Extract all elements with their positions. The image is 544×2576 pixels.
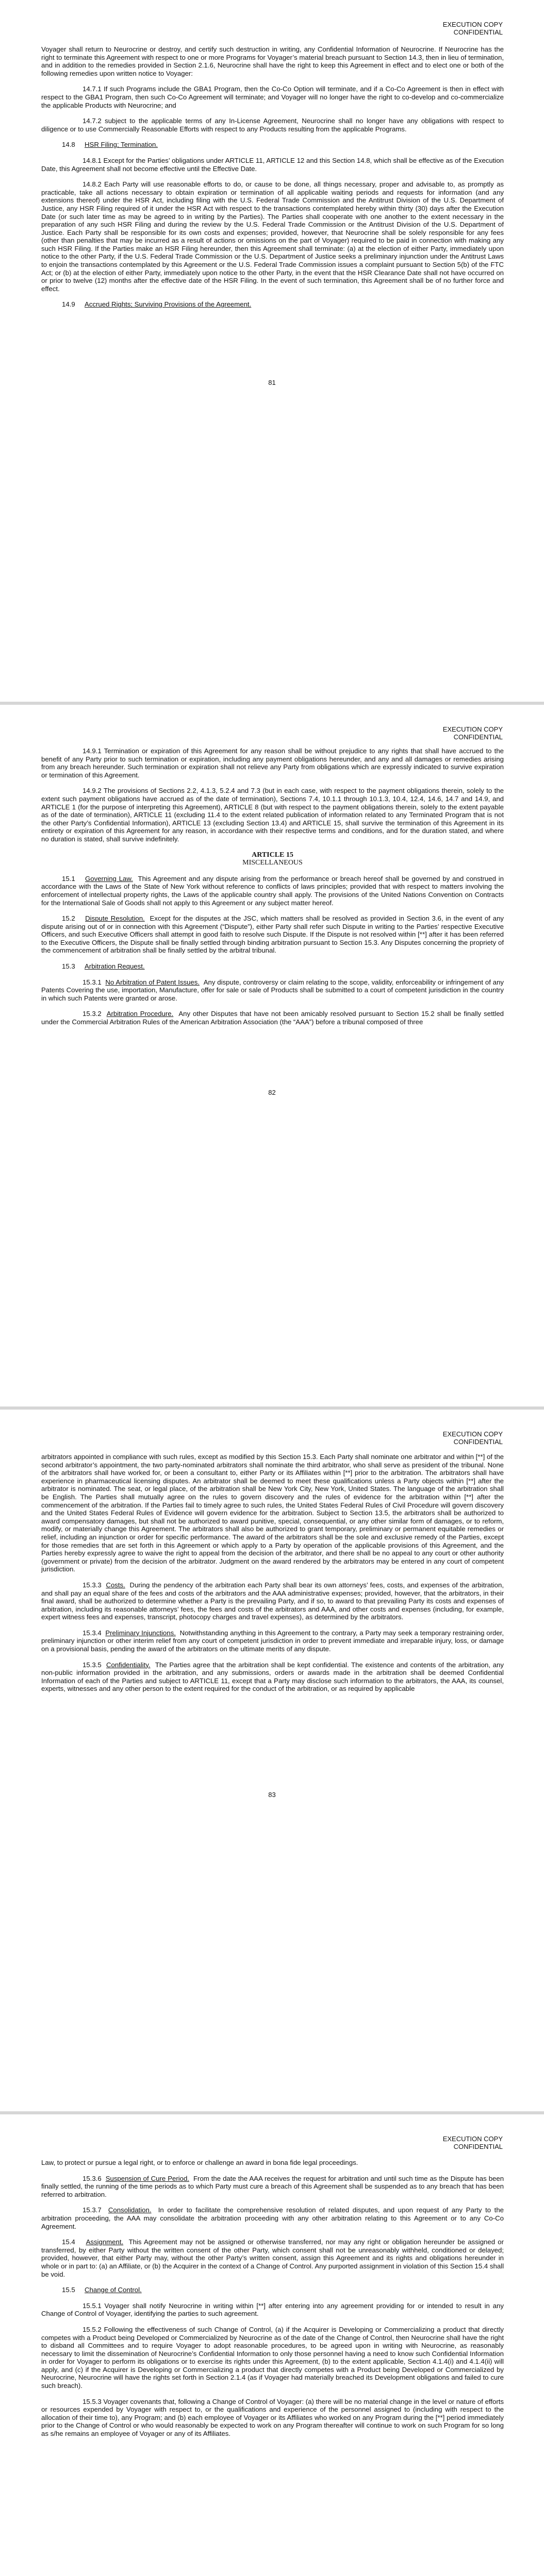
paragraph: 14.9.1 Termination or expiration of this Agreement for any reason shall be without prejudice to any rights that shall have accrued to the benefit of any Party prior to such termination or expiration, including any payment obligations hereunder, and any and all damages or remedies arising from any breach hereunder. Such termination or expiration shall not relieve any Party from obligations which are expressly indicated to survive expiration or termination of this Agreement. — [41, 747, 504, 779]
page-body — [41, 45, 504, 316]
section-title: Consolidation. — [108, 2206, 152, 2214]
page-header — [443, 21, 503, 36]
header-execution-copy: EXECUTION COPY — [442, 2135, 503, 2143]
paragraph: 14.7.1 If such Programs include the GBA1 Program, then the Co-Co Option will terminate, and if a Co-Co Agreement is then in effect with respect to the GBA1 Program, then such Co-Co Agreement will terminate; and Voyager will no longer have the right to co-develop and co-commercialize the applicable Products with Neurocrine; and — [41, 85, 504, 109]
section-text: This Agreement may not be assigned or otherwise transferred, nor may any right or obligation hereunder be assigned or transferred, by either Party without the written consent of the other Party, which consent shall not be unreasonably withheld, conditioned or delayed; provided, however, that either Party may, without the other Party’s written consent, assign this Agreement and its rights and obligations hereunder in whole or in part to: (a) an Affiliate, or (b) the Acquirer in the context of a Change of Control. Any purported assignment in violation of this Section 15.4 shall be void. — [41, 2238, 504, 2278]
section-text: Any dispute, controversy or claim relating to the scope, validity, enforceability or infringement of any Patents Covering the use, importation, Manufacture, offer for sale or sale of Products shall be submitted to a court of competent jurisdiction in the country in which such Patents were granted or arose. — [41, 978, 504, 1002]
document-page — [0, 2114, 544, 2576]
header-confidential: CONFIDENTIAL — [453, 28, 503, 36]
section-paragraph — [41, 875, 504, 907]
section-title: Dispute Resolution. — [85, 914, 145, 923]
page-header — [443, 2135, 503, 2150]
section-title: Change of Control. — [85, 2286, 142, 2294]
section-number: 15.1 — [62, 874, 75, 883]
section-heading — [62, 300, 504, 309]
section-title: Preliminary Injunctions. — [105, 1629, 176, 1637]
header-execution-copy: EXECUTION COPY — [442, 21, 503, 28]
section-title: Accrued Rights; Surviving Provisions of the Agreement. — [85, 300, 252, 309]
page-body — [41, 1453, 504, 1701]
section-number: 15.3.2 — [83, 1010, 102, 1018]
document-page — [0, 0, 544, 703]
paragraph: 15.5.3 Voyager covenants that, following a Change of Control of Voyager: (a) there will be no material change in the level or nature of efforts or resources expended by Voyager with respect to, or the qualifications and experience of the personnel assigned to (including with respect to the allocation of their time to), any Program; and (b) each employee of Voyager or its Affiliates who worked on any Program during the [**] period immediately prior to the Change of Control or who would reasonably be expected to work on any Program thereafter will continue to work on such Program for so long as s/he remains an employee of Voyager or any of its Affiliates. — [41, 2397, 504, 2438]
section-text: From the date the AAA receives the request for arbitration and until such time as the Dispute has been finally settled, the running of the time periods as to which Party must cure a breach of this Agreement shall be suspended as to any breach that has been referred to arbitration. — [41, 2174, 504, 2198]
section-title: No Arbitration of Patent Issues. — [105, 978, 200, 986]
page-number: 83 — [268, 1791, 276, 1799]
paragraph: 15.5.1 Voyager shall notify Neurocrine in writing within [**] after entering into any agreement providing for or intended to result in any Change of Control of Voyager, identifying the parties to such agreement. — [41, 2301, 504, 2318]
paragraph: arbitrators appointed in compliance with such rules, except as modified by this Section 15.3. Each Party shall nominate one arbitrator and within [**] of the second arbitrator’s appointment, the two party-nominated arbitrators shall nominate the third arbitrator, who shall serve as president of the tribunal. None of the arbitrators shall have worked for, or been a consultant to, either Party or its Affiliates within [**] prior to the arbitration. The arbitrators shall have experience in pharmaceutical licensing disputes. An arbitrator shall be deemed to meet these qualifications unless a Party objects within [**] after the arbitrator is nominated. The seat, or legal place, of the arbitration shall be New York City, New York, United States. The language of the arbitration shall be English. The Parties shall mutually agree on the rules to govern discovery and the rules of evidence for the arbitration within [**] after the commencement of the arbitration. If the Parties fail to timely agree to such rules, the United States Federal Rules of Civil Procedure will govern discovery and the United States Federal Rules of Evidence will govern evidence for the arbitration. Subject to Section 13.5, the arbitrators shall be authorized to award compensatory damages, but shall not be authorized to award punitive, special, consequential, or any other similar form of damages, or to reform, modify, or materially change this Agreement. The arbitrators shall also be authorized to grant temporary, preliminary or permanent equitable remedies or relief, including an injunction or order for specific performance. The award of the arbitrators shall be the sole and exclusive remedy of the Parties, except for those remedies that are set forth in this Agreement or which apply to a Party by operation of the applicable provisions of this Agreement, and the Parties hereby expressly agree to waive the right to appeal from the decision of the arbitrator, and there shall be no appeal to any court or other authority (government or private) from the decision of the arbitrator. Judgment on the award rendered by the arbitrators may be entered in any court of competent jurisdiction. — [41, 1453, 504, 1573]
paragraph: 14.7.2 subject to the applicable terms of any In-License Agreement, Neurocrine shall no longer have any obligations with respect to diligence or to use Commercially Reasonable Efforts with respect to any Products resulting from the applicable Programs. — [41, 117, 504, 133]
page-body — [41, 747, 504, 1034]
section-text: Any other Disputes that have not been amicably resolved pursuant to Section 15.2 shall be finally settled under the Commercial Arbitration Rules of the American Arbitration Association (the “AAA”) before a tribunal composed of three — [41, 1010, 504, 1026]
section-paragraph — [41, 978, 504, 1003]
paragraph: 15.5.2 Following the effectiveness of such Change of Control, (a) if the Acquirer is Developing or Commercializing a product that directly competes with a Product being Developed or Commercialized by Neurocrine as of the date of the Change of Control, then Neurocrine shall have the right to disband all Committees and to require Voyager to adopt reasonable procedures, to be agreed upon in writing with Neurocrine, as reasonably necessary to limit the dissemination of Neurocrine’s Confidential Information to only those personnel having a need to know such Confidential Information in order for Voyager to perform its obligations or to exercise its rights under this Agreement, (b) to the extent applicable, Section 4.1.4(i) and 4.1.4(ii) will apply, and (c) if the Acquirer is Developing or Commercializing a product that directly competes with a Product being Developed or Commercialized by Neurocrine, Neurocrine will have the rights set forth in Section 2.1.4 (as if Voyager had materially breached its Development obligations and failed to cure such breach). — [41, 2325, 504, 2390]
article-heading: ARTICLE 15 — [252, 851, 293, 859]
section-text: The Parties agree that the arbitration shall be kept confidential. The existence and contents of the arbitration, any non-public information provided in the arbitration, and any submissions, orders or awards made in the arbitration shall be deemed Confidential Information of each of the Parties and subject to ARTICLE 11, except that a Party may disclose such information to the arbitrators, the AAA, its counsel, experts, witnesses and any other person to the extent required for the conduct of the arbitration, or as required by applicable — [41, 1660, 504, 1693]
section-number: 15.3.6 — [83, 2174, 102, 2182]
section-text: During the pendency of the arbitration each Party shall bear its own attorneys’ fees, costs, and expenses of the arbitration, and shall pay an equal share of the fees and costs of the arbitrators and the AAA administrative expenses; provided, however, that the arbitrators, in their final award, shall be authorized to determine whether a Party is the prevailing Party, and if so, to award to that prevailing Party its costs and expenses of arbitration, including its reasonable attorneys’ fees, the fees and costs of the arbitrators and AAA, and other costs and expenses (including, for example, expert witness fees and expenses, transcript, photocopy charges and travel expenses), as determined by the arbitrators. — [41, 1581, 504, 1621]
section-heading — [62, 141, 504, 149]
section-text: Notwithstanding anything in this Agreement to the contrary, a Party may seek a temporary restraining order, preliminary injunction or other interim relief from any court of competent jurisdiction in order to prevent immediate and irreparable injury, loss, or damage on a provisional basis, pending the award of the arbitrators on the ultimate merits of any dispute. — [41, 1629, 504, 1653]
page-header — [443, 1430, 503, 1446]
section-text: This Agreement and any dispute arising from the performance or breach hereof shall be governed by and construed in accordance with the Laws of the State of New York without reference to conflicts of laws principles; provided that with respect to matters involving the enforcement of intellectual property rights, the Laws of the applicable country shall apply. The provisions of the United Nations Convention on Contracts for the International Sale of Goods shall not apply to this Agreement or any subject matter hereof. — [41, 874, 504, 907]
paragraph: 14.8.2 Each Party will use reasonable efforts to do, or cause to be done, all things necessary, proper and advisable to, as promptly as practicable, take all actions necessary to obtain expiration or termination of all applicable waiting periods and requests for information (and any extensions thereof) under the HSR Act, including filing with the U.S. Federal Trade Commission and the Antitrust Division of the U.S. Department of Justice, any HSR Filing required of it under the HSR Act with respect to the transactions contemplated hereby within thirty (30) days after the Execution Date (or such later time as may be agreed to in writing by the Parties). The Parties shall cooperate with one another to the extent necessary in the preparation of any such HSR Filing and during the review by the U.S. Federal Trade Commission or the Antitrust Division of the U.S. Department of Justice. Each Party shall be responsible for its own costs and expenses; provided, however, that Neurocrine shall be solely responsible for any fees (other than penalties that may be incurred as a result of actions or omissions on the part of Voyager) required to be paid in connection with making any such HSR Filing. If the Parties make an HSR Filing hereunder, then this Agreement shall terminate: (a) at the election of either Party, immediately upon notice to the other Party, if the U.S. Federal Trade Commission or the U.S. Department of Justice seeks a preliminary injunction under the Antitrust Laws to enjoin the transactions contemplated by this Agreement or the U.S. Federal Trade Commission issues a complaint pursuant to Section 5(b) of the FTC Act; or (b) at the election of either Party, immediately upon notice to the other Party, in the event that the HSR Clearance Date shall not have occurred on or prior to twelve (12) months after the effective date of the HSR Filing. In the event of such termination, this Agreement shall be of no further force and effect. — [41, 180, 504, 293]
article-subheading: MISCELLANEOUS — [242, 859, 303, 867]
page-number: 82 — [268, 1089, 276, 1096]
paragraph: 14.8.1 Except for the Parties’ obligations under ARTICLE 11, ARTICLE 12 and this Section 14.8, which shall be effective as of the Execution Date, this Agreement shall not become effective until the Effective Date. — [41, 156, 504, 173]
section-title: Arbitration Procedure. — [106, 1010, 174, 1018]
paragraph: 14.9.2 The provisions of Sections 2.2, 4.1.3, 5.2.4 and 7.3 (but in each case, with respect to the payment obligations therein, solely to the extent such payment obligations have accrued as of the date of termination), Sections 7.4, 10.1.1 through 10.1.3, 10.4, 12.4, 14.6, 14.7 and 14.9, and ARTICLE 1 (for the purpose of interpreting this Agreement), ARTICLE 8 (but with respect to the payment obligations therein, solely to the extent payable as of the date of termination), ARTICLE 11 (excluding 11.4 to the extent related publication of information related to any Terminated Program that is not the other Party’s Confidential Information), ARTICLE 13 (excluding Section 13.4) and ARTICLE 15, shall survive the termination of this Agreement in its entirety or expiration of this Agreement for any reason, in accordance with their respective terms and conditions, and for the duration stated, and where no duration is stated, shall survive indefinitely. — [41, 787, 504, 843]
header-execution-copy: EXECUTION COPY — [442, 725, 503, 733]
section-number: 15.3.1 — [83, 978, 102, 986]
section-text: In order to facilitate the comprehensive resolution of related disputes, and upon request of any Party to the arbitration proceeding, the AAA may consolidate the arbitration proceeding with any other arbitration relating to this Agreement or to any Co-Co Agreement. — [41, 2206, 504, 2230]
section-paragraph — [41, 1010, 504, 1026]
header-confidential: CONFIDENTIAL — [453, 1438, 503, 1446]
section-paragraph — [41, 2175, 504, 2199]
section-number: 15.3.7 — [83, 2206, 102, 2214]
section-title: Confidentiality. — [106, 1660, 151, 1669]
section-paragraph — [41, 1629, 504, 1653]
page-number: 81 — [268, 379, 276, 386]
document-page — [0, 1410, 544, 2113]
section-title: Governing Law. — [85, 874, 133, 883]
section-paragraph — [41, 1661, 504, 1693]
section-number: 14.9 — [62, 300, 75, 309]
header-confidential: CONFIDENTIAL — [453, 733, 503, 741]
section-number: 15.3.3 — [83, 1581, 102, 1589]
section-number: 15.4 — [62, 2238, 75, 2246]
section-title: Suspension of Cure Period. — [105, 2174, 189, 2182]
section-paragraph — [41, 914, 504, 955]
section-text: Except for the disputes at the JSC, which matters shall be resolved as provided in Section 3.6, in the event of any dispute arising out of or in connection with this Agreement (“Dispute”), either Party shall refer such Dispute in writing to the Parties’ respective Executive Officers, and such Executive Officers shall attempt in good faith to resolve such Dispute. If the Dispute is not resolved within [**] after it has been referred to the Executive Officers, the Dispute shall be finally settled through binding arbitration pursuant to Section 15.3. Any Disputes concerning the propriety of the commencement of arbitration shall be finally settled by the arbitral tribunal. — [41, 914, 504, 955]
page-header — [443, 725, 503, 741]
section-number: 15.5 — [62, 2286, 75, 2294]
paragraph: Law, to protect or pursue a legal right, or to enforce or challenge an award in bona fide legal proceedings. — [41, 2159, 358, 2166]
section-number: 15.2 — [62, 914, 75, 923]
section-heading — [62, 962, 504, 971]
document-page — [0, 705, 544, 1408]
section-heading — [62, 2286, 504, 2294]
header-execution-copy: EXECUTION COPY — [442, 1430, 503, 1438]
section-title: Arbitration Request. — [85, 962, 145, 971]
section-paragraph — [41, 2206, 504, 2230]
section-number: 15.3.5 — [83, 1660, 102, 1669]
section-title: HSR Filing; Termination. — [85, 141, 158, 149]
paragraph: Voyager shall return to Neurocrine or destroy, and certify such destruction in writing, any Confidential Information of Neurocrine. If Neurocrine has the right to terminate this Agreement with respect to one or more Programs for Voyager’s material breach pursuant to Section 14.3, then in lieu of termination, and in addition to the remedies provided in Section 2.1.6, Neurocrine shall have the right to keep this Agreement in effect and to elect one or both of the following remedies upon written notice to Voyager: — [41, 45, 504, 77]
section-number: 15.3 — [62, 962, 75, 971]
section-paragraph — [41, 1581, 504, 1621]
section-title: Costs. — [106, 1581, 125, 1589]
section-paragraph — [41, 2238, 504, 2278]
page-body — [41, 2159, 504, 2446]
section-number: 15.3.4 — [83, 1629, 102, 1637]
header-confidential: CONFIDENTIAL — [453, 2143, 503, 2150]
section-number: 14.8 — [62, 141, 75, 149]
section-title: Assignment. — [86, 2238, 124, 2246]
